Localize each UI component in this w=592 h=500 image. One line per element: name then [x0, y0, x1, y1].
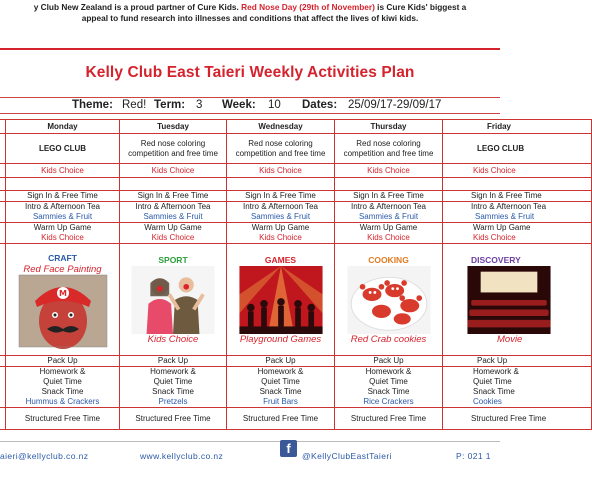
footer [0, 447, 500, 467]
activity-cell [335, 244, 443, 356]
warmup-cell [335, 223, 443, 244]
tea-food: Sammies & Fruit [250, 212, 311, 221]
activity-title: DISCOVERY [471, 255, 521, 265]
signin-cell: Sign In & Free Time [6, 191, 120, 202]
snack-label: Snack Time [259, 387, 302, 396]
activity-row [0, 244, 592, 356]
warmup-label: Warm Up Game [473, 223, 531, 232]
quiet-label: Quiet Time [43, 377, 82, 386]
snack-item: Fruit Bars [263, 397, 298, 406]
dates-label: Dates: [302, 99, 338, 111]
structured-row [0, 408, 592, 430]
intro-line1-red: Red Nose Day (29th of November) [241, 2, 375, 12]
footer-email[interactable]: aieri@kellyclub.co.nz [0, 451, 89, 461]
structured-cell: Structured Free Time [227, 408, 335, 430]
kids-choice: Kids Choice [227, 164, 335, 178]
tea-food: Sammies & Fruit [32, 212, 93, 221]
homework-label: Homework & [150, 367, 196, 376]
snack-item: Rice Crackers [363, 397, 414, 406]
warmup-cell [227, 223, 335, 244]
snack-item: Cookies [473, 397, 502, 406]
club-cell: Red nose coloring competition and free time [120, 134, 227, 164]
tea-label: Intro & Afternoon Tea [471, 202, 547, 211]
homework-row [0, 367, 592, 408]
snack-item: Pretzels [158, 397, 188, 406]
tea-label: Intro & Afternoon Tea [24, 202, 100, 211]
cinema-icon [465, 266, 553, 334]
intro-text [0, 2, 500, 24]
club-cell: Red nose coloring competition and free time [227, 134, 335, 164]
signin-cell: Sign In & Free Time [335, 191, 443, 202]
quiet-label: Quiet Time [369, 377, 408, 386]
activity-cell [443, 244, 592, 356]
tea-label: Intro & Afternoon Tea [350, 202, 426, 211]
day-header: Friday [443, 120, 592, 134]
warmup-label: Warm Up Game [33, 223, 92, 232]
term-value: 3 [196, 99, 203, 111]
quiet-label: Quiet Time [473, 377, 512, 386]
activity-title: GAMES [264, 255, 297, 265]
intro-row [0, 202, 592, 223]
warmup-choice: Kids Choice [259, 233, 302, 242]
tea-food: Sammies & Fruit [143, 212, 203, 221]
dates-value: 25/09/17-29/09/17 [348, 99, 442, 111]
club-row [0, 134, 592, 164]
warmup-cell [6, 223, 120, 244]
activity-caption: Red Face Painting [23, 264, 102, 275]
warmup-cell [443, 223, 592, 244]
crab-cookies-icon [345, 266, 433, 334]
homework-cell [335, 367, 443, 408]
activity-caption: Movie [497, 334, 523, 345]
activity-caption: Red Crab cookies [350, 334, 427, 345]
theme-label: Theme: [72, 99, 113, 111]
packup-cell: Pack Up [6, 356, 120, 367]
signin-cell: Sign In & Free Time [227, 191, 335, 202]
warmup-choice: Kids Choice [473, 233, 516, 242]
signin-row [0, 191, 592, 202]
snack-label: Snack Time [41, 387, 84, 396]
tea-cell [443, 202, 592, 223]
tea-label: Intro & Afternoon Tea [135, 202, 211, 211]
snack-label: Snack Time [473, 387, 515, 396]
week-label: Week: [222, 99, 256, 111]
intro-line1-start: y Club New Zealand is a proud partner of Cure Kids. [33, 2, 242, 12]
day-header: Wednesday [227, 120, 335, 134]
snack-label: Snack Time [367, 387, 410, 396]
tea-food: Sammies & Fruit [475, 212, 535, 221]
activity-cell [6, 244, 120, 356]
homework-label: Homework & [365, 367, 412, 376]
warmup-label: Warm Up Game [251, 223, 310, 232]
term-label: Term: [154, 99, 186, 111]
homework-label: Homework & [39, 367, 86, 376]
kids-choice: Kids Choice [443, 164, 592, 178]
warmup-label: Warm Up Game [144, 223, 202, 232]
structured-cell: Structured Free Time [443, 408, 592, 430]
warmup-cell [120, 223, 227, 244]
homework-label: Homework & [257, 367, 304, 376]
signin-cell: Sign In & Free Time [443, 191, 592, 202]
day-header-row [0, 120, 592, 134]
kids-choice: Kids Choice [6, 164, 120, 178]
club-cell: LEGO CLUB [443, 134, 592, 164]
activity-title: COOKING [368, 255, 409, 265]
homework-cell [227, 367, 335, 408]
signin-cell: Sign In & Free Time [120, 191, 227, 202]
intro-line1-end: is Cure Kids' biggest a [374, 2, 467, 12]
packup-row [0, 356, 592, 367]
structured-cell: Structured Free Time [120, 408, 227, 430]
quiet-label: Quiet Time [261, 377, 300, 386]
club-cell: LEGO CLUB [6, 134, 120, 164]
footer-website[interactable]: www.kellyclub.co.nz [140, 451, 224, 461]
warmup-choice: Kids Choice [367, 233, 410, 242]
day-header: Thursday [335, 120, 443, 134]
activity-caption: Kids Choice [147, 334, 199, 345]
packup-cell: Pack Up [335, 356, 443, 367]
info-bar [0, 97, 500, 114]
homework-cell [6, 367, 120, 408]
tea-cell [6, 202, 120, 223]
warmup-choice: Kids Choice [41, 233, 84, 242]
packup-cell: Pack Up [443, 356, 592, 367]
tea-cell [335, 202, 443, 223]
structured-cell: Structured Free Time [335, 408, 443, 430]
warmup-label: Warm Up Game [359, 223, 418, 232]
activity-cell [227, 244, 335, 356]
activity-caption: Playground Games [239, 334, 322, 345]
page-title: Kelly Club East Taieri Weekly Activities Plan [85, 64, 415, 81]
kids-choice: Kids Choice [120, 164, 227, 178]
club-cell: Red nose coloring competition and free time [335, 134, 443, 164]
footer-divider [0, 441, 500, 442]
dance-party-icon [237, 266, 325, 334]
tea-cell [120, 202, 227, 223]
activity-title: SPORT [158, 255, 188, 265]
footer-phone: P: 021 1 [456, 451, 491, 461]
tea-food: Sammies & Fruit [358, 212, 419, 221]
tea-label: Intro & Afternoon Tea [242, 202, 318, 211]
packup-cell: Pack Up [227, 356, 335, 367]
homework-label: Homework & [473, 367, 519, 376]
top-divider [0, 48, 500, 50]
red-face-mario-icon [19, 275, 107, 347]
homework-cell [443, 367, 592, 408]
footer-facebook[interactable]: @KellyClubEastTaieri [302, 451, 392, 461]
intro-line2: appeal to fund research into illnesses and conditions that affect the lives of kiwi kids. [81, 13, 419, 23]
red-nose-people-icon [129, 266, 217, 334]
activities-table [0, 119, 592, 430]
packup-cell: Pack Up [120, 356, 227, 367]
theme-value: Red! [122, 99, 147, 111]
svg-text:M: M [58, 289, 67, 298]
day-header: Monday [6, 120, 120, 134]
spacer-row [0, 178, 592, 191]
choice-row [0, 164, 592, 178]
snack-label: Snack Time [152, 387, 194, 396]
quiet-label: Quiet Time [153, 377, 193, 386]
homework-cell [120, 367, 227, 408]
tea-cell [227, 202, 335, 223]
facebook-icon[interactable]: f [280, 440, 297, 457]
structured-cell: Structured Free Time [6, 408, 120, 430]
warmup-choice: Kids Choice [151, 233, 195, 242]
snack-item: Hummus & Crackers [25, 397, 100, 406]
week-value: 10 [268, 99, 281, 111]
day-header: Tuesday [120, 120, 227, 134]
warmup-row [0, 223, 592, 244]
kids-choice: Kids Choice [335, 164, 443, 178]
activity-cell [120, 244, 227, 356]
activity-title: CRAFT [48, 253, 77, 263]
